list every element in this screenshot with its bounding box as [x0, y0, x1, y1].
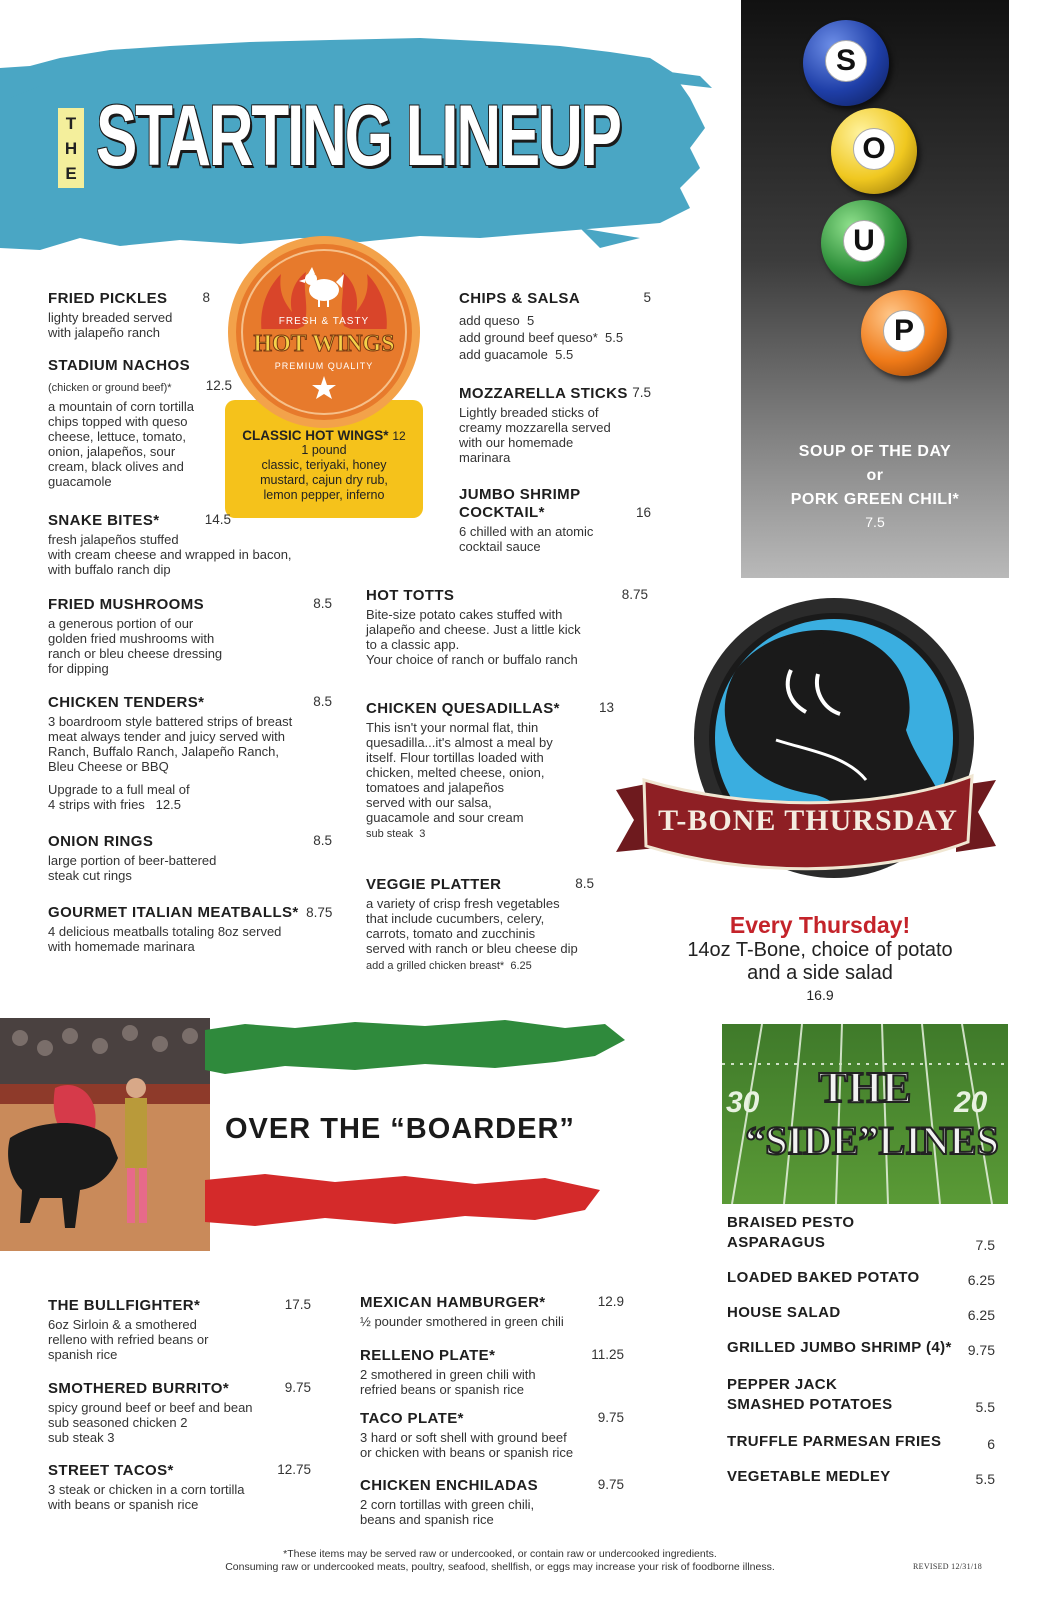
item-desc: This isn't your normal flat, thin quesadilla...it's almost a meal by itself. Flour tortillas loaded with chicken, melted cheese, onion, tomatoes and jalapeños served with our salsa, guacamole and sour cream — [366, 720, 553, 825]
menu-item-relleno-plate — [360, 1347, 624, 1397]
item-price: 13 — [598, 700, 614, 715]
item-desc: fresh jalapeños stuffed with cream cheese and wrapped in bacon, with buffalo ranch dip — [48, 532, 292, 577]
side-item-price: 5.5 — [975, 1399, 995, 1415]
item-price: 8 — [202, 290, 210, 305]
soup-price: 7.5 — [865, 514, 885, 530]
side-item-name: VEGETABLE MEDLEY — [727, 1468, 891, 1485]
billiard-ball — [831, 108, 917, 194]
soup-text — [741, 440, 1009, 530]
item-name: MEXICAN HAMBURGER* — [360, 1294, 546, 1311]
badge-main-text: HOT WINGS — [253, 331, 395, 357]
side-item-name: PEPPER JACK — [727, 1376, 838, 1393]
ball-letter: P — [883, 310, 925, 352]
menu-item-chips-salsa — [459, 290, 651, 363]
menu-item-chicken-enchiladas — [360, 1477, 624, 1527]
menu-item-mexican-hamburger — [360, 1294, 624, 1329]
the-vertical-label — [58, 108, 84, 188]
sidelines-title-2: “SIDE”LINES — [745, 1118, 999, 1163]
menu-item-stadium-nachos — [48, 357, 232, 489]
item-sub: (chicken or ground beef)* — [48, 382, 172, 394]
side-item-name: HOUSE SALAD — [727, 1304, 841, 1321]
item-name: SNAKE BITES* — [48, 512, 160, 529]
side-item-price: 6 — [987, 1436, 995, 1452]
soup-line-1: SOUP OF THE DAY — [798, 443, 952, 460]
ball-letter: O — [853, 128, 895, 170]
side-item-name: LOADED BAKED POTATO — [727, 1269, 920, 1286]
menu-item-onion-rings — [48, 833, 332, 883]
item-price: 8.75 — [621, 587, 648, 602]
side-item-name: GRILLED JUMBO SHRIMP (4)* — [727, 1339, 952, 1356]
page-title: STARTING LINEUP — [96, 88, 620, 184]
side-item — [727, 1467, 995, 1487]
boarder-title: OVER THE “BOARDER” — [225, 1113, 575, 1145]
tbone-banner-text: T-BONE THURSDAY — [658, 804, 958, 837]
item-price: 8.5 — [313, 596, 332, 611]
item-price: 8.5 — [575, 876, 594, 891]
item-name: JUMBO SHRIMP — [459, 486, 581, 503]
side-item-name: TRUFFLE PARMESAN FRIES — [727, 1433, 942, 1450]
menu-item-hot-totts — [366, 587, 648, 667]
football-field-graphic — [722, 1024, 1008, 1204]
side-item — [727, 1432, 995, 1452]
side-item — [727, 1338, 995, 1358]
ball-letter: U — [843, 220, 885, 262]
item-desc: lighty breaded served with jalapeño ranch — [48, 310, 173, 340]
side-item-name-2: SMASHED POTATOES — [727, 1396, 893, 1413]
tbone-details — [640, 912, 1000, 1003]
hot-wings-line: 1 pound — [301, 443, 347, 457]
side-item-price: 7.5 — [975, 1237, 995, 1253]
bullfighter-photo — [0, 1018, 210, 1251]
menu-item-snake-bites — [48, 512, 292, 577]
item-price: 7.5 — [632, 385, 651, 400]
item-name: THE BULLFIGHTER* — [48, 1297, 201, 1314]
hot-wings-price: 12 — [392, 429, 406, 443]
disclaimer-line-2: Consuming raw or undercooked meats, poultry, seafood, shellfish, or eggs may increase your risk of foodborne illness. — [225, 1561, 775, 1573]
item-price: 17.5 — [284, 1297, 311, 1312]
side-item — [727, 1303, 995, 1323]
item-desc: large portion of beer-battered steak cut rings — [48, 853, 217, 883]
menu-item-taco-plate — [360, 1410, 624, 1460]
item-price: 16 — [635, 505, 651, 520]
side-item-price: 5.5 — [975, 1471, 995, 1487]
soup-line-3: PORK GREEN CHILI* — [790, 491, 960, 508]
menu-item-chicken-tenders — [48, 694, 332, 812]
disclaimer — [120, 1548, 880, 1574]
yard-number-right: 20 — [954, 1086, 988, 1119]
hot-wings-details — [225, 428, 423, 503]
soup-line-2: or — [866, 467, 884, 484]
tbone-badge — [616, 590, 996, 910]
side-item — [727, 1375, 995, 1415]
badge-top-text: FRESH & TASTY — [278, 316, 370, 327]
item-price: 12.5 — [205, 378, 232, 393]
tbone-line-1: 14oz T-Bone, choice of potato — [687, 939, 953, 961]
hot-wings-name: CLASSIC HOT WINGS* — [242, 428, 389, 443]
item-name: STADIUM NACHOS — [48, 357, 190, 374]
billiard-ball — [861, 290, 947, 376]
side-item-price: 6.25 — [967, 1307, 995, 1323]
tbone-headline: Every Thursday! — [729, 912, 911, 938]
item-name: CHICKEN ENCHILADAS — [360, 1477, 539, 1494]
item-name: MOZZARELLA STICKS — [459, 385, 628, 402]
item-price: 8.5 — [313, 833, 332, 848]
item-desc: 2 corn tortillas with green chili, beans and spanish rice — [360, 1497, 535, 1527]
item-name: CHIPS & SALSA — [459, 290, 581, 307]
item-desc: 3 hard or soft shell with ground beef or chicken with beans or spanish rice — [360, 1430, 574, 1460]
item-name-2: COCKTAIL* — [459, 504, 545, 521]
item-price: 9.75 — [284, 1380, 311, 1395]
item-desc: 4 delicious meatballs totaling 8oz served with homemade marinara — [48, 924, 282, 954]
side-item-price: 6.25 — [967, 1272, 995, 1288]
side-item — [727, 1213, 995, 1253]
hot-wings-line: lemon pepper, inferno — [263, 488, 385, 502]
item-desc: ½ pounder smothered in green chili — [360, 1314, 564, 1329]
tbone-price: 16.9 — [806, 987, 834, 1003]
side-item-price: 9.75 — [967, 1342, 995, 1358]
revised-date: REVISED 12/31/18 — [913, 1562, 983, 1571]
side-item — [727, 1268, 995, 1288]
item-name: VEGGIE PLATTER — [366, 876, 502, 893]
item-price: 14.5 — [204, 512, 231, 527]
ball-letter: S — [825, 40, 867, 82]
menu-item-shrimp-cocktail — [459, 486, 651, 554]
item-desc: a mountain of corn tortilla chips topped with queso cheese, lettuce, tomato, onion, jalapeños, sour cream, black olives and guacamole — [48, 399, 194, 489]
item-options: add queso 5 add ground beef queso* 5.5 add guacamole 5.5 — [459, 313, 624, 362]
side-item-name-2: ASPARAGUS — [727, 1234, 826, 1251]
menu-item-mozzarella-sticks — [459, 385, 651, 465]
menu-item-bullfighter — [48, 1297, 311, 1362]
item-price: 5 — [643, 290, 651, 305]
item-name: FRIED PICKLES — [48, 290, 168, 307]
the-letter: E — [65, 163, 77, 183]
the-letter: H — [64, 138, 78, 158]
sidelines-title-1: THE — [818, 1063, 912, 1112]
menu-item-fried-pickles — [48, 290, 210, 340]
item-desc: a generous portion of our golden fried mushrooms with ranch or bleu cheese dressing for dipping — [48, 616, 223, 676]
menu-item-street-tacos — [48, 1462, 311, 1512]
disclaimer-line-1: *These items may be served raw or undercooked, or contain raw or undercooked ingredients. — [283, 1548, 717, 1560]
menu-item-fried-mushrooms — [48, 596, 332, 676]
item-name: HOT TOTTS — [366, 587, 455, 604]
item-name: FRIED MUSHROOMS — [48, 596, 204, 613]
billiard-ball — [821, 200, 907, 286]
item-extra: add a grilled chicken breast* 6.25 — [366, 960, 532, 972]
item-upgrade: Upgrade to a full meal of 4 strips with fries 12.5 — [48, 782, 190, 812]
hot-wings-badge — [226, 234, 422, 430]
item-name: ONION RINGS — [48, 833, 154, 850]
item-price: 9.75 — [597, 1477, 624, 1492]
menu-item-veggie-platter — [366, 876, 594, 974]
menu-item-smothered-burrito — [48, 1380, 311, 1445]
item-price: 12.75 — [277, 1462, 311, 1477]
side-item-name: BRAISED PESTO — [727, 1214, 855, 1231]
item-price: 8.75 — [306, 905, 333, 920]
item-desc: Lightly breaded sticks of creamy mozzarella served with our homemade marinara — [459, 405, 611, 465]
badge-bottom-text: PREMIUM QUALITY — [274, 361, 374, 371]
item-desc: 6 chilled with an atomic cocktail sauce — [459, 524, 594, 554]
hot-wings-line: mustard, cajun dry rub, — [260, 473, 388, 487]
item-desc: 6oz Sirloin & a smothered relleno with refried beans or spanish rice — [48, 1317, 209, 1362]
the-letter: T — [65, 113, 77, 133]
item-desc: Bite-size potato cakes stuffed with jalapeño and cheese. Just a little kick to a classic app. Your choice of ranch or buffalo ranch — [366, 607, 581, 667]
hot-wings-title — [225, 428, 423, 443]
item-name: RELLENO PLATE* — [360, 1347, 496, 1364]
tbone-line-2: and a side salad — [747, 962, 893, 984]
item-name: CHICKEN QUESADILLAS* — [366, 700, 560, 717]
yard-number-left: 30 — [726, 1086, 760, 1119]
item-subline — [48, 378, 232, 397]
item-name: SMOTHERED BURRITO* — [48, 1380, 230, 1397]
item-name: GOURMET ITALIAN MEATBALLS* — [48, 904, 299, 921]
upgrade-price: 12.5 — [155, 797, 181, 812]
menu-item-meatballs — [48, 904, 338, 954]
item-desc: spicy ground beef or beef and bean sub seasoned chicken 2 sub steak 3 — [48, 1400, 253, 1445]
item-desc: a variety of crisp fresh vegetables that include cucumbers, celery, carrots, tomato and zucchinis served with ranch or bleu cheese dip — [366, 896, 578, 956]
item-name: STREET TACOS* — [48, 1462, 174, 1479]
hot-wings-line: classic, teriyaki, honey — [261, 458, 387, 472]
item-name: CHICKEN TENDERS* — [48, 694, 205, 711]
item-name: TACO PLATE* — [360, 1410, 464, 1427]
item-extra: sub steak 3 — [366, 828, 426, 840]
menu-item-chicken-quesadillas — [366, 700, 614, 842]
item-desc: 2 smothered in green chili with refried beans or spanish rice — [360, 1367, 536, 1397]
billiard-ball — [803, 20, 889, 106]
item-price: 9.75 — [597, 1410, 624, 1425]
item-price: 8.5 — [313, 694, 332, 709]
item-price: 11.25 — [591, 1347, 624, 1362]
item-price: 12.9 — [597, 1294, 624, 1309]
item-desc: 3 boardroom style battered strips of breast meat always tender and juicy served with Ranch, Buffalo Ranch, Jalapeño Ranch, Bleu Cheese or BBQ — [48, 714, 293, 774]
item-desc: 3 steak or chicken in a corn tortilla with beans or spanish rice — [48, 1482, 245, 1512]
